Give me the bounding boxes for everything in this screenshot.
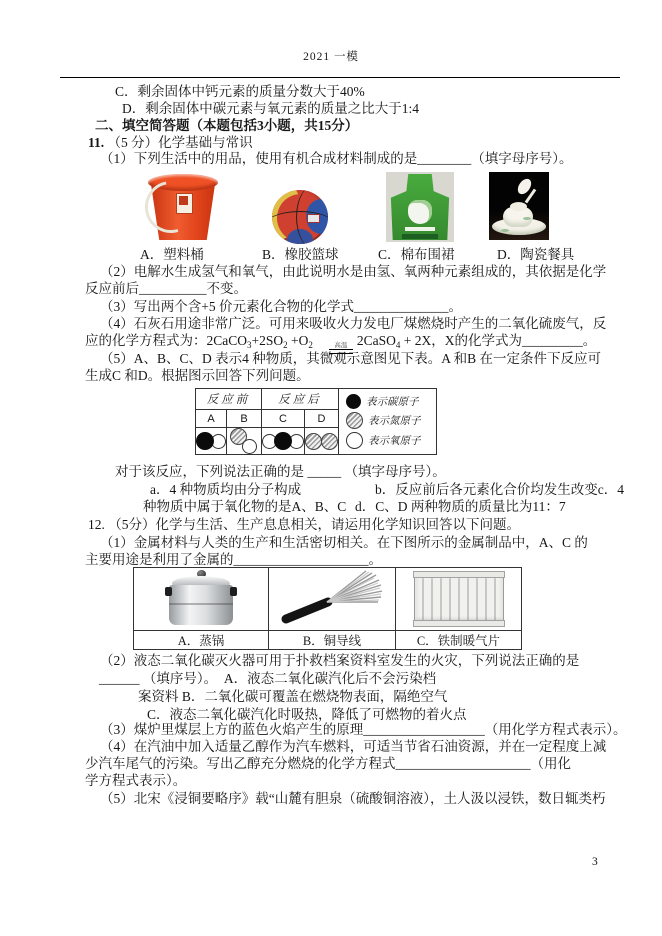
caption-copper-wire: B．铜导线 (269, 631, 396, 650)
section-title: 二、填空简答题（本题包括3小题，共15分） (95, 118, 359, 133)
equation-prefix: 应的化学方程式为： (85, 333, 207, 348)
header-rule (60, 77, 620, 78)
option-a-line: a．4 种物质均由分子构成 (150, 482, 302, 497)
q12-part4-line3: 学方程式表示）。 (85, 773, 187, 788)
col-C-header: C (262, 410, 305, 428)
q12-part1-line1: （1）金属材料与人类的生产和生活密切相关。在下图所示的金属制品中，A、C 的 (100, 535, 588, 550)
nitrogen-atom-icon (305, 433, 322, 450)
atom-legend (339, 389, 437, 455)
q11-part2-line1: （2）电解水生成氢气和氧气，由此说明水是由氢、氧两种元素组成的，其依据是化学 (100, 264, 607, 279)
molecule-B-cell (227, 428, 262, 455)
caption-cotton-apron: C．棉布围裙 (378, 247, 455, 262)
q12-part2-line1: （2）液态二氧化碳灭火器可用于扑救档案资料室发生的火灾，下列说法正确的是 (100, 653, 580, 668)
iron-radiator-cell (396, 568, 522, 631)
oxygen-atom-icon (242, 439, 257, 454)
carbon-atom-icon (196, 432, 214, 450)
molecule-C-cell (262, 428, 305, 455)
metal-products-table (133, 567, 522, 650)
q11-part5-question: 对于该反应，下列说法正确的是 _____ （填字母序号）。 (115, 464, 446, 479)
carbon-atom-icon (346, 394, 361, 409)
caption-ceramic-tableware: D．陶瓷餐具 (497, 247, 575, 262)
oxygen-atom-icon (346, 432, 363, 449)
condition-text: 高温 (334, 342, 348, 349)
chemical-equation-rhs: 2CaSO$_4$ + 2X，X的化学式为_________。 (356, 333, 597, 350)
q12-part3-line: （3）煤炉里煤层上方的蓝色火焰产生的原理__________________（用化学方程式表示）。 (100, 722, 627, 737)
page-header: 2021 一模 (303, 51, 359, 63)
q12-part4-line1: （4）在汽油中加入适量乙醇作为汽车燃料，可适当节省石油资源，并在一定程度上减 (100, 739, 607, 754)
q11-part1-line: （1）下列生活中的用品，使用有机合成材料制成的是________（填字母序号）。 (100, 151, 573, 166)
legend-row-carbon: 表示碳原子 (339, 393, 436, 411)
carbon-atom-icon (274, 432, 292, 450)
bucket-sticker (176, 193, 193, 214)
molecule-A-cell (196, 428, 227, 455)
caption-iron-radiator: C．铁制暖气片 (396, 631, 522, 650)
option-c-continuation: 种物质中属于氧化物的是A、B、C (143, 499, 347, 514)
q12-part2-line4: C．液态二氧化碳汽化时吸热，降低了可燃物的着火点 (147, 707, 467, 722)
legend-row-nitrogen: 表示氮原子 (339, 411, 436, 431)
plastic-bucket-image (145, 169, 221, 242)
basketball-image (272, 190, 328, 244)
legend-row-oxygen: 表示氧原子 (339, 431, 436, 451)
q12-title: （5分）化学与生活、生产息息相关，请运用化学知识回答以下问题。 (108, 517, 520, 532)
apron-mascot (408, 200, 432, 224)
q12-number: 12. (88, 517, 105, 532)
q11-part4-line1: （4）石灰石用途非常广泛。可用来吸收火力发电厂煤燃烧时产生的二氧化硫废气，反 (100, 316, 607, 331)
option-d-line: D．剩余固体中碳元素与氧元素的质量之比大于1:4 (122, 101, 419, 116)
q11-part5-line2: 生成C 和D。根据图示回答下列问题。 (85, 368, 310, 383)
steamer-pot-image (165, 570, 237, 628)
caption-plastic-bucket: A．塑料桶 (140, 247, 204, 262)
cotton-apron-image (386, 172, 454, 242)
q12-part1-line2: 主要用途是利用了金属的____________________。 (85, 552, 382, 567)
caption-steamer-pot: A．蒸锅 (134, 631, 269, 650)
caption-rubber-basketball: B．橡胶篮球 (262, 247, 339, 262)
q11-part2-line2: 反应前后__________不变。 (85, 281, 247, 296)
q11-part3-line: （3）写出两个含+5 价元素化合物的化学式______________。 (100, 299, 462, 314)
nitrogen-atom-icon (346, 412, 363, 429)
nitrogen-atom-icon (321, 433, 338, 450)
q12-part5-line: （5）北宋《浸铜要略序》载“山麓有胆泉（硫酸铜溶液），土人汲以浸铁，数日辄类朽 (100, 791, 606, 806)
col-A-header: A (196, 410, 227, 428)
copper-wire-cell (269, 568, 396, 631)
steamer-pot-cell (134, 568, 269, 631)
chemical-equation-lhs: $2CaCO_3+2SO_2 +O_2$ (206, 333, 313, 350)
q11-part5-line1: （5）A、B、C、D 表示4 种物质，其微观示意图见下表。A 和B 在一定条件下反应可 (100, 351, 602, 366)
q12-part4-line2: 少汽车尾气的污染。写出乙醇充分燃烧的化学方程式____________________（用化 (85, 756, 571, 771)
q11-number: 11. (88, 135, 105, 150)
q12-part2-line2: ______ （填序号）。 A．液态二氧化碳汽化后不会污染档 (99, 671, 437, 686)
reaction-before-header: 反应前 (196, 389, 262, 410)
q12-title-line (88, 517, 520, 533)
col-B-header: B (227, 410, 262, 428)
reaction-table (195, 388, 437, 455)
ceramic-tableware-image (489, 172, 549, 240)
reaction-after-header: 反应后 (262, 389, 339, 410)
option-d-line2: d．C、D 两种物质的质量比为11：7 (355, 499, 566, 514)
q12-part2-line3: 案资料 B．二氧化碳可覆盖在燃烧物表面，隔绝空气 (138, 689, 448, 704)
col-D-header: D (305, 410, 339, 428)
option-c-line: C．剩余固体中钙元素的质量分数大于40% (115, 84, 365, 99)
iron-radiator-image (414, 573, 504, 625)
copper-wire-image (280, 569, 384, 625)
page-number: 3 (592, 856, 598, 868)
q11-title-line (88, 135, 253, 151)
molecule-D-cell (305, 428, 339, 455)
option-b-line: b．反应前后各元素化合价均发生改变c．4 (375, 482, 624, 497)
q11-title: （5 分）化学基础与常识 (107, 135, 253, 150)
